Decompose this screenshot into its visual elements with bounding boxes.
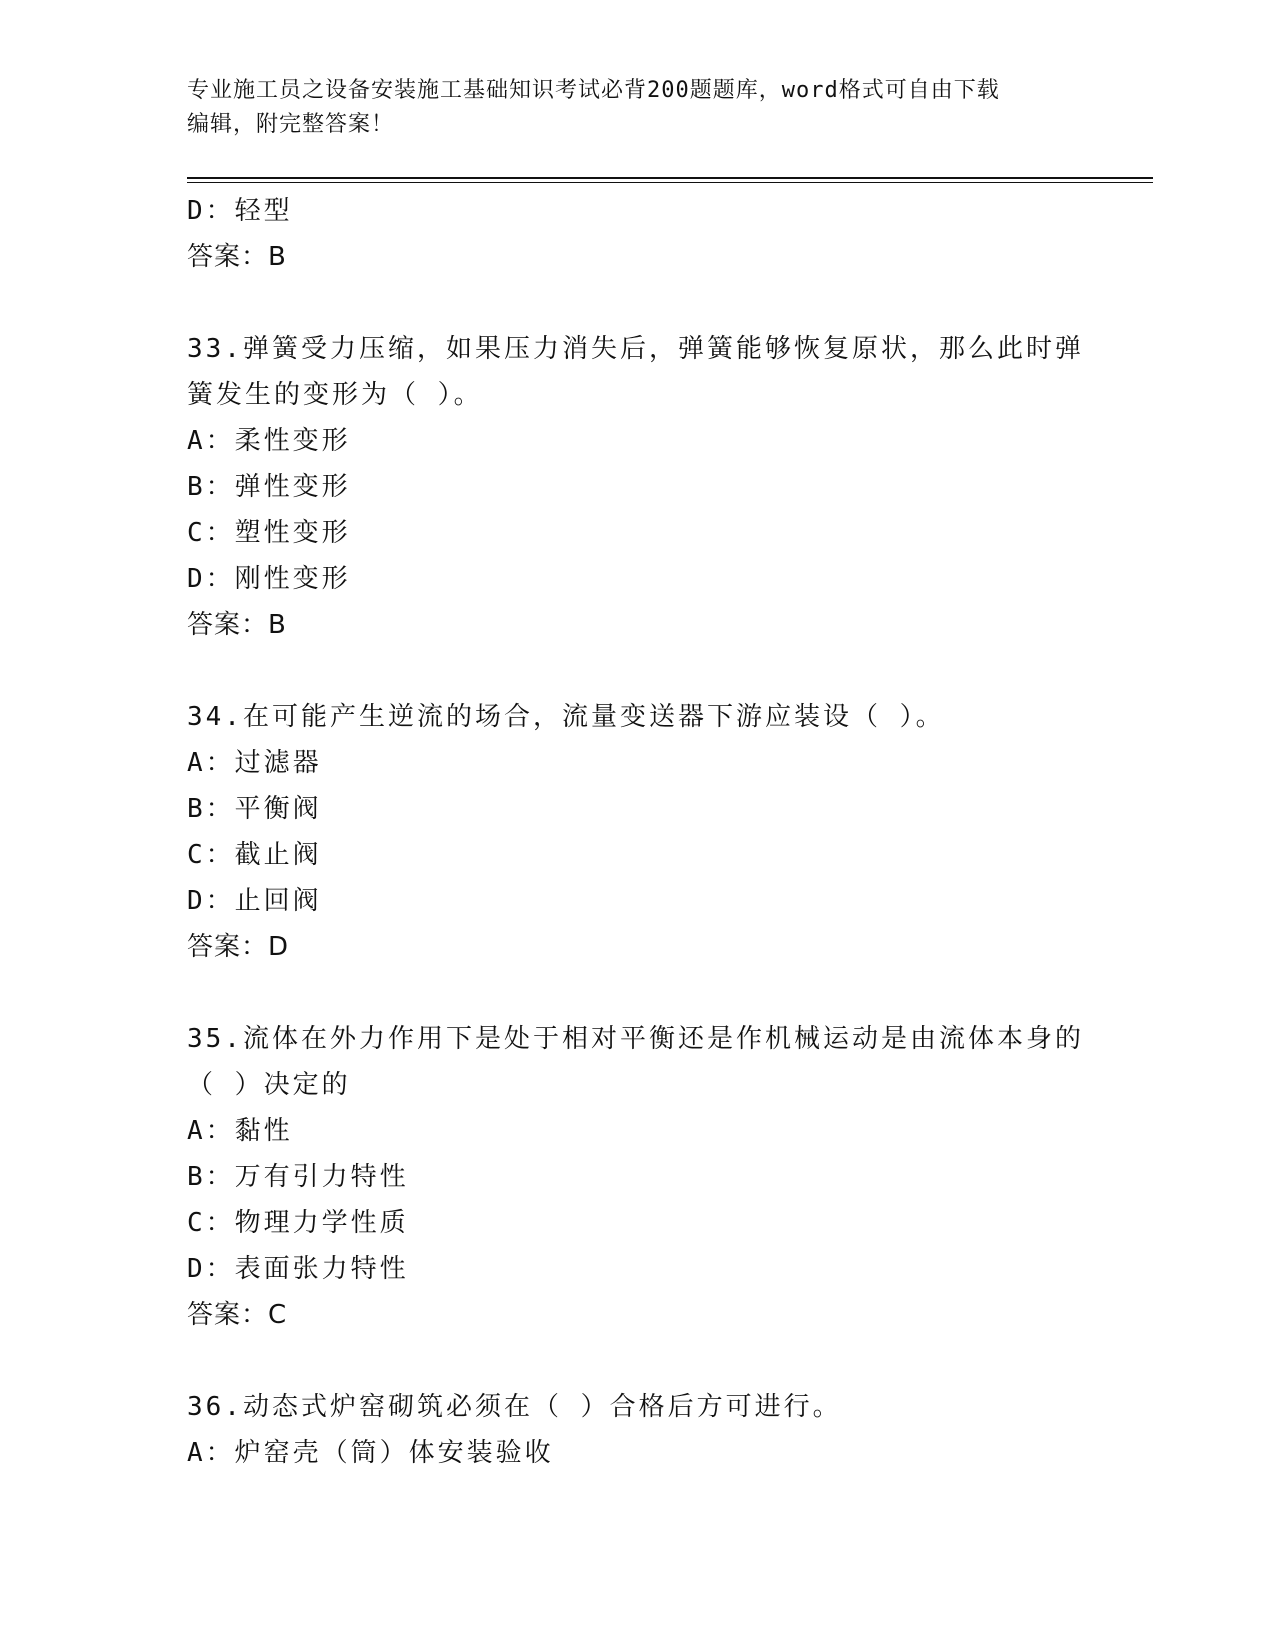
- header-divider-thin: [187, 182, 1153, 183]
- question-stem-line: 36.动态式炉窑砌筑必须在（ ）合格后方可进行。: [187, 1392, 842, 1422]
- option-a: A：柔性变形: [187, 426, 351, 456]
- spacer: [187, 970, 1087, 1016]
- question-33: [187, 326, 1087, 648]
- option-b: B：平衡阀: [187, 794, 322, 824]
- question-list: [187, 188, 1087, 1476]
- question-stem-line: 簧发生的变形为（ ）。: [187, 380, 483, 410]
- answer: 答案：C: [187, 1300, 288, 1330]
- option-c: C：塑性变形: [187, 518, 351, 548]
- option-a: A：过滤器: [187, 748, 322, 778]
- question-stem-line: 35.流体在外力作用下是处于相对平衡还是作机械运动是由流体本身的: [187, 1024, 1084, 1054]
- spacer: [187, 280, 1087, 326]
- option-c: C：物理力学性质: [187, 1208, 409, 1238]
- lead-answer: 答案：B: [187, 242, 287, 272]
- header-line-2: 编辑，附完整答案！: [187, 112, 395, 137]
- spacer: [187, 648, 1087, 694]
- spacer: [187, 1338, 1087, 1384]
- header-divider-thick: [187, 177, 1153, 179]
- option-b: B：弹性变形: [187, 472, 351, 502]
- option-d: D：刚性变形: [187, 564, 351, 594]
- option-b: B：万有引力特性: [187, 1162, 409, 1192]
- option-a: A：炉窑壳（筒）体安装验收: [187, 1438, 554, 1468]
- answer: 答案：D: [187, 932, 290, 962]
- question-36: [187, 1384, 1087, 1476]
- option-d: D：表面张力特性: [187, 1254, 409, 1284]
- answer: 答案：B: [187, 610, 287, 640]
- lead-option-d: D：轻型: [187, 196, 293, 226]
- question-35: [187, 1016, 1087, 1338]
- option-d: D：止回阀: [187, 886, 322, 916]
- question-stem-line: 33.弹簧受力压缩，如果压力消失后，弹簧能够恢复原状，那么此时弹: [187, 334, 1084, 364]
- option-c: C：截止阀: [187, 840, 322, 870]
- question-stem-line: （ ）决定的: [187, 1070, 351, 1100]
- question-34: [187, 694, 1087, 970]
- header-line-1: 专业施工员之设备安装施工基础知识考试必背200题题库，word格式可自由下载: [187, 78, 1000, 103]
- question-stem-line: 34.在可能产生逆流的场合，流量变送器下游应装设（ ）。: [187, 702, 945, 732]
- document-header: [187, 74, 1087, 142]
- option-a: A：黏性: [187, 1116, 293, 1146]
